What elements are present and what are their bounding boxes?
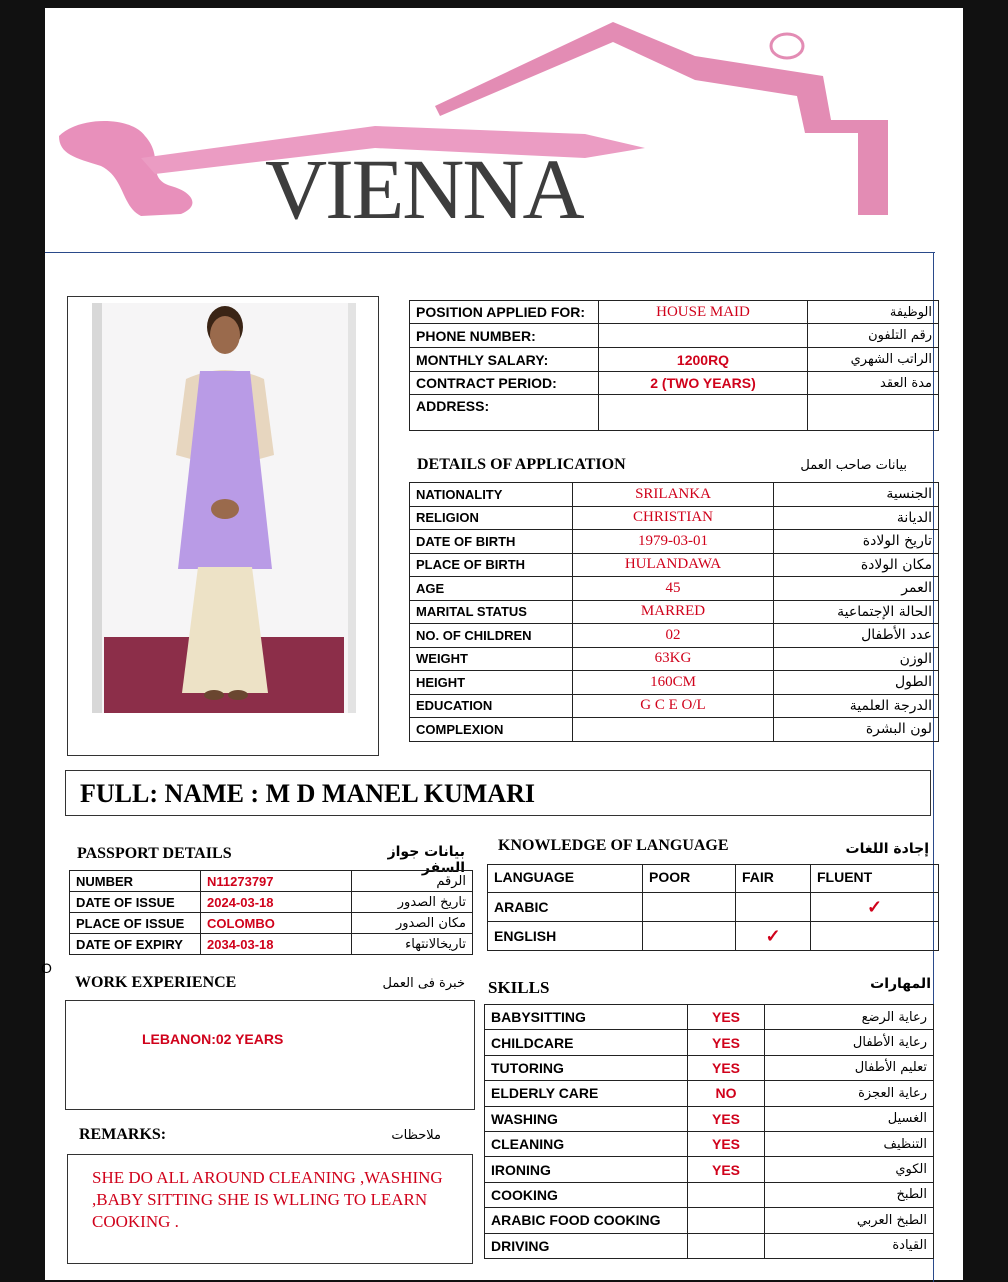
skill-label: CHILDCARE — [485, 1030, 688, 1055]
details-label-ar: عدد الأطفال — [774, 624, 939, 648]
phone-label: PHONE NUMBER: — [410, 324, 599, 348]
skill-label: COOKING — [485, 1182, 688, 1207]
skill-value: YES — [688, 1157, 765, 1182]
passport-value: 2024-03-18 — [201, 892, 352, 913]
details-value: 45 — [573, 577, 774, 601]
details-label-ar: الحالة الإجتماعية — [774, 600, 939, 624]
details-table — [409, 482, 939, 742]
passport-label: DATE OF EXPIRY — [70, 934, 201, 955]
skill-row — [485, 1131, 934, 1156]
phone-row — [410, 324, 939, 348]
remarks-box: SHE DO ALL AROUND CLEANING ,WASHING ,BABY SITTING SHE IS WLLING TO LEARN COOKING . — [67, 1154, 473, 1264]
full-name-value: M D MANEL KUMARI — [265, 779, 535, 808]
passport-label-ar: مكان الصدور — [352, 913, 473, 934]
skill-row — [485, 1055, 934, 1080]
skill-value: YES — [688, 1055, 765, 1080]
skill-label: WASHING — [485, 1106, 688, 1131]
passport-row — [70, 913, 473, 934]
language-column-header: FLUENT — [811, 865, 939, 893]
details-label-ar: تاريخ الولادة — [774, 530, 939, 554]
salary-row — [410, 348, 939, 372]
details-label: NO. OF CHILDREN — [410, 624, 573, 648]
language-level-fluent — [811, 893, 939, 922]
passport-label: DATE OF ISSUE — [70, 892, 201, 913]
chimney-icon — [771, 34, 803, 58]
full-name-label: FULL: NAME : — [80, 779, 260, 808]
skill-row — [485, 1157, 934, 1182]
skill-label-ar: الكوي — [765, 1157, 934, 1182]
details-value: CHRISTIAN — [573, 506, 774, 530]
language-level-poor — [643, 922, 736, 951]
skill-value — [688, 1182, 765, 1207]
passport-row — [70, 892, 473, 913]
contract-label-ar: مدة العقد — [808, 372, 939, 395]
language-table — [487, 864, 939, 951]
details-value: 160CM — [573, 671, 774, 695]
details-label: PLACE OF BIRTH — [410, 553, 573, 577]
details-label-ar: مكان الولادة — [774, 553, 939, 577]
details-heading: DETAILS OF APPLICATION — [417, 456, 626, 473]
contract-row — [410, 372, 939, 395]
full-name-box — [65, 770, 931, 816]
skill-value: YES — [688, 1030, 765, 1055]
check-icon: ✓ — [765, 925, 781, 946]
address-value — [599, 395, 808, 431]
details-label-ar: الجنسية — [774, 483, 939, 507]
vienna-logo — [45, 8, 963, 248]
details-label-ar: الدرجة العلمية — [774, 694, 939, 718]
skill-label: TUTORING — [485, 1055, 688, 1080]
header-divider — [45, 252, 935, 253]
salary-label: MONTHLY SALARY: — [410, 348, 599, 372]
skill-label: DRIVING — [485, 1233, 688, 1258]
passport-value: 2034-03-18 — [201, 934, 352, 955]
work-experience-value: LEBANON:02 YEARS — [142, 1031, 284, 1047]
passport-label-ar: الرقم — [352, 871, 473, 892]
details-label: RELIGION — [410, 506, 573, 530]
check-icon: ✓ — [866, 896, 883, 917]
position-label: POSITION APPLIED FOR: — [410, 301, 599, 324]
details-label: HEIGHT — [410, 671, 573, 695]
details-row — [410, 624, 939, 648]
details-value: HULANDAWA — [573, 553, 774, 577]
details-value: SRILANKA — [573, 483, 774, 507]
skill-row — [485, 1081, 934, 1106]
language-column-header: FAIR — [736, 865, 811, 893]
skills-table — [484, 1004, 934, 1259]
passport-label: NUMBER — [70, 871, 201, 892]
work-heading-ar: خبرة فى العمل — [382, 976, 465, 991]
skill-row — [485, 1233, 934, 1258]
photo-frame — [67, 296, 379, 756]
details-label-ar: الديانة — [774, 506, 939, 530]
details-label: WEIGHT — [410, 647, 573, 671]
details-row — [410, 483, 939, 507]
skill-label-ar: الطبخ — [765, 1182, 934, 1207]
skill-label: IRONING — [485, 1157, 688, 1182]
skill-label: ARABIC FOOD COOKING — [485, 1208, 688, 1233]
svg-text:VIENNA: VIENNA — [265, 141, 583, 237]
skill-label: ELDERLY CARE — [485, 1081, 688, 1106]
details-row — [410, 530, 939, 554]
candidate-photo — [68, 297, 378, 755]
skills-heading-ar: المهارات — [870, 976, 931, 992]
phone-label-ar: رقم التلفون — [808, 324, 939, 348]
address-row — [410, 395, 939, 431]
address-label-ar — [808, 395, 939, 431]
details-label: AGE — [410, 577, 573, 601]
details-value: MARRED — [573, 600, 774, 624]
passport-label-ar: تاريخالانتهاء — [352, 934, 473, 955]
details-row — [410, 506, 939, 530]
passport-heading-ar: بيانات جواز السفر — [387, 844, 465, 876]
language-name: ARABIC — [488, 893, 643, 922]
stray-mark: O — [41, 960, 52, 976]
language-row — [488, 922, 939, 951]
language-column-header: LANGUAGE — [488, 865, 643, 893]
skill-value: NO — [688, 1081, 765, 1106]
salary-label-ar: الراتب الشهري — [808, 348, 939, 372]
position-value: HOUSE MAID — [599, 301, 808, 324]
details-label-ar: العمر — [774, 577, 939, 601]
language-level-poor — [643, 893, 736, 922]
language-name: ENGLISH — [488, 922, 643, 951]
language-heading-ar: إجادة اللغات — [845, 841, 929, 857]
position-row — [410, 301, 939, 324]
position-table — [409, 300, 939, 431]
skill-value — [688, 1233, 765, 1258]
details-heading-ar: بيانات صاحب العمل — [800, 458, 907, 473]
remarks-heading: REMARKS: — [79, 1126, 167, 1143]
skill-value — [688, 1208, 765, 1233]
language-level-fair — [736, 893, 811, 922]
skill-label-ar: القيادة — [765, 1233, 934, 1258]
remarks-heading-ar: ملاحظات — [391, 1128, 441, 1143]
details-label: MARITAL STATUS — [410, 600, 573, 624]
skill-label-ar: رعاية العجزة — [765, 1081, 934, 1106]
passport-value: COLOMBO — [201, 913, 352, 934]
passport-row — [70, 871, 473, 892]
language-heading: KNOWLEDGE OF LANGUAGE — [498, 837, 729, 854]
passport-value: N11273797 — [201, 871, 352, 892]
skill-label: BABYSITTING — [485, 1005, 688, 1030]
skill-label-ar: الغسيل — [765, 1106, 934, 1131]
details-row — [410, 600, 939, 624]
skill-row — [485, 1208, 934, 1233]
address-label: ADDRESS: — [410, 395, 599, 431]
details-value: 63KG — [573, 647, 774, 671]
skill-row — [485, 1182, 934, 1207]
details-label-ar: الطول — [774, 671, 939, 695]
skill-row — [485, 1106, 934, 1131]
details-row — [410, 553, 939, 577]
details-label: NATIONALITY — [410, 483, 573, 507]
skill-value: YES — [688, 1131, 765, 1156]
details-row — [410, 718, 939, 742]
details-value: G C E O/L — [573, 694, 774, 718]
contract-value: 2 (TWO YEARS) — [599, 372, 808, 395]
details-row — [410, 577, 939, 601]
skill-label-ar: الطبخ العربي — [765, 1208, 934, 1233]
details-label: DATE OF BIRTH — [410, 530, 573, 554]
details-label-ar: لون البشرة — [774, 718, 939, 742]
details-label: COMPLEXION — [410, 718, 573, 742]
salary-value: 1200RQ — [599, 348, 808, 372]
language-row — [488, 893, 939, 922]
details-row — [410, 647, 939, 671]
skill-value: YES — [688, 1106, 765, 1131]
phone-value — [599, 324, 808, 348]
passport-heading: PASSPORT DETAILS — [77, 845, 232, 862]
contract-label: CONTRACT PERIOD: — [410, 372, 599, 395]
skill-label-ar: تعليم الأطفال — [765, 1055, 934, 1080]
passport-row — [70, 934, 473, 955]
details-row — [410, 694, 939, 718]
details-row — [410, 671, 939, 695]
details-label-ar: الوزن — [774, 647, 939, 671]
skill-label-ar: رعاية الأطفال — [765, 1030, 934, 1055]
passport-label-ar: تاريخ الصدور — [352, 892, 473, 913]
details-value: 1979-03-01 — [573, 530, 774, 554]
work-experience-box — [65, 1000, 475, 1110]
language-header-row — [488, 865, 939, 893]
details-value: 02 — [573, 624, 774, 648]
position-label-ar: الوظيفة — [808, 301, 939, 324]
language-level-fluent — [811, 922, 939, 951]
skill-value: YES — [688, 1005, 765, 1030]
cv-page — [41, 8, 963, 1280]
passport-table — [69, 870, 473, 955]
details-value — [573, 718, 774, 742]
skill-row — [485, 1030, 934, 1055]
skill-label: CLEANING — [485, 1131, 688, 1156]
work-heading: WORK EXPERIENCE — [75, 974, 237, 991]
skill-label-ar: رعاية الرضع — [765, 1005, 934, 1030]
skills-heading: SKILLS — [488, 978, 550, 997]
passport-label: PLACE OF ISSUE — [70, 913, 201, 934]
language-column-header: POOR — [643, 865, 736, 893]
skill-label-ar: التنظيف — [765, 1131, 934, 1156]
language-level-fair — [736, 922, 811, 951]
details-label: EDUCATION — [410, 694, 573, 718]
skill-row — [485, 1005, 934, 1030]
